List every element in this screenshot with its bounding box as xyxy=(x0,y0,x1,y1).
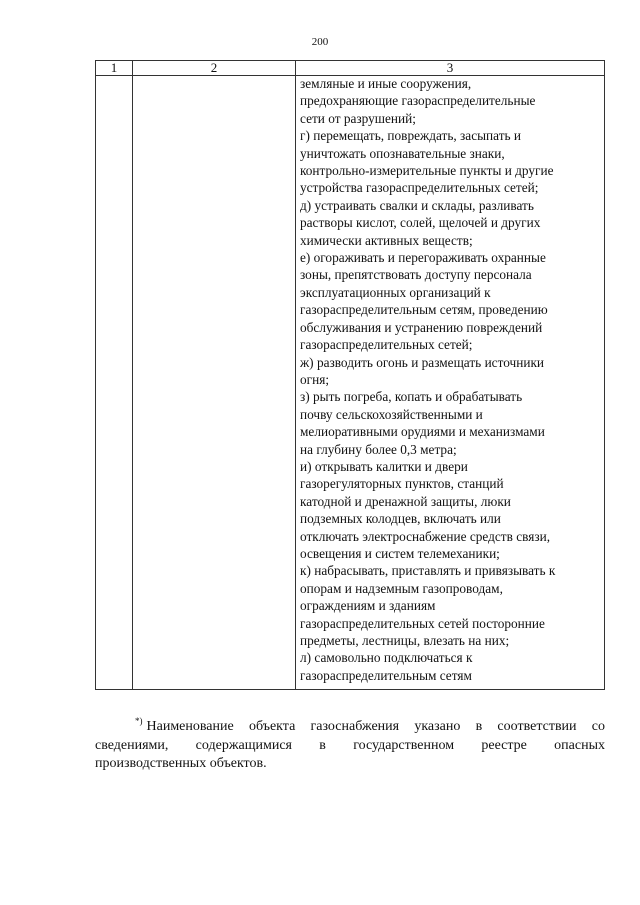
text-line: земляные и иные сооружения, xyxy=(300,76,472,91)
footnote-line: *) Наименование объекта газоснабжения указано в соответствии со xyxy=(135,716,605,734)
text-line: ограждениям и зданиям xyxy=(300,598,436,614)
text-line: опорам и надземным газопроводам, xyxy=(300,580,503,596)
text-line: к) набрасывать, приставлять и привязывать к xyxy=(300,563,556,579)
text-line: д) устраивать свалки и склады, разливать xyxy=(300,197,534,213)
footnote-line: сведениями, содержащимися в государственном реестре опасных xyxy=(95,737,605,753)
text-line: газораспределительных сетей; xyxy=(300,337,473,353)
table-cell-col1 xyxy=(96,76,133,690)
text-line: ж) разводить огонь и размещать источники xyxy=(300,354,545,370)
text-line: и) открывать калитки и двери xyxy=(300,458,468,474)
table-row xyxy=(96,76,605,690)
text-line: зоны, препятствовать доступу персонала xyxy=(300,267,532,283)
table-header-row xyxy=(96,61,605,76)
text-line: эксплуатационных организаций к xyxy=(300,284,491,300)
requirements-table xyxy=(95,60,605,690)
text-line: подземных колодцев, включать или xyxy=(300,511,501,527)
text-line: освещения и систем телемеханики; xyxy=(300,545,500,561)
text-line: газораспределительным сетям xyxy=(300,667,472,683)
text-line: огня; xyxy=(300,371,330,387)
text-line: предметы, лестницы, влезать на них; xyxy=(300,633,510,648)
text-line: обслуживания и устранению повреждений xyxy=(300,319,543,335)
text-line: катодной и дренажной защиты, люки xyxy=(300,493,511,509)
page-number: 200 xyxy=(311,36,329,48)
text-line: л) самовольно подключаться к xyxy=(300,650,473,666)
table-cell-col2 xyxy=(133,76,296,690)
restrictions-text xyxy=(296,75,604,684)
text-line: растворы кислот, солей, щелочей и других xyxy=(300,215,541,231)
text-line: контрольно-измерительные пункты и другие xyxy=(300,163,554,179)
text-line: химически активных веществ; xyxy=(300,232,473,248)
text-line: на глубину более 0,3 метра; xyxy=(300,441,457,457)
text-line: мелиоративными орудиями и механизмами xyxy=(300,424,545,440)
text-line: з) рыть погреба, копать и обрабатывать xyxy=(300,389,523,405)
text-line: уничтожать опознавательные знаки, xyxy=(300,145,505,161)
text-line: г) перемещать, повреждать, засыпать и xyxy=(300,128,522,144)
table-cell-col3 xyxy=(296,76,605,690)
column-header-2: 2 xyxy=(133,61,296,76)
text-line: предохраняющие газораспределительные xyxy=(300,93,536,109)
text-line: газораспределительных сетей посторонние xyxy=(300,615,545,631)
text-line: отключать электроснабжение средств связи, xyxy=(300,528,551,544)
column-header-3: 3 xyxy=(296,61,605,76)
column-header-1: 1 xyxy=(96,61,133,76)
text-line: е) огораживать и перегораживать охранные xyxy=(300,250,546,266)
footnote-line: производственных объектов. xyxy=(95,756,267,771)
footnote xyxy=(95,712,605,774)
text-line: газораспределительным сетям, проведению xyxy=(300,302,548,318)
text-line: сети от разрушений; xyxy=(300,110,416,126)
text-line: устройства газораспределительных сетей; xyxy=(300,180,539,196)
footnote-marker: *) xyxy=(135,716,143,726)
text-line: почву сельскохозяйственными и xyxy=(300,406,483,422)
text-line: газорегуляторных пунктов, станций xyxy=(300,476,504,492)
